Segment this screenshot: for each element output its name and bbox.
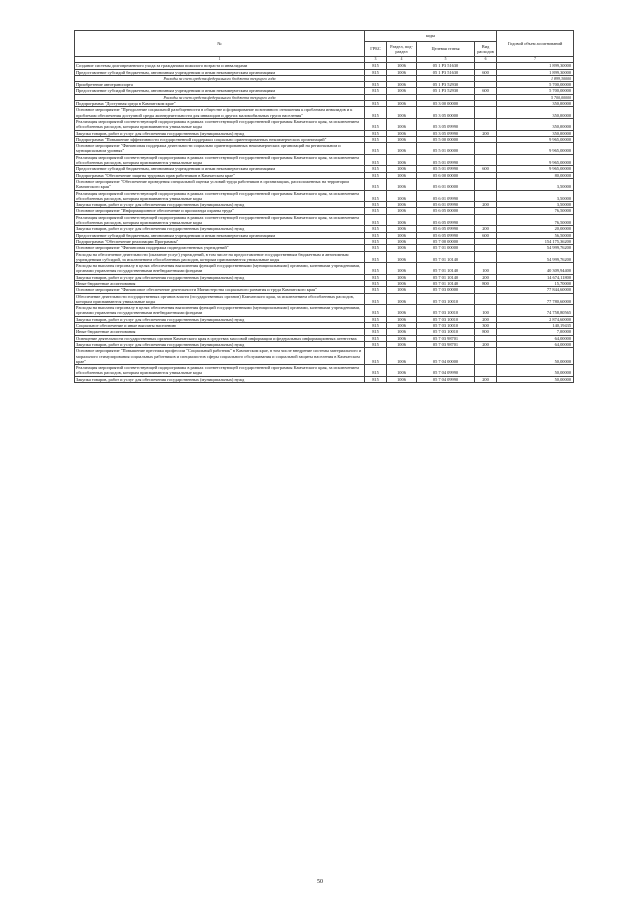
description-cell: Основное мероприятие "Информационное обеспечение и пропаганда охраны труда"	[75, 208, 365, 214]
vid-cell: 800	[475, 280, 497, 286]
table-row	[75, 214, 574, 226]
grbs-cell: 815	[365, 136, 387, 142]
vid-cell: 100	[475, 263, 497, 275]
razdel-cell: 1006	[387, 341, 417, 347]
description-cell: Предоставление субсидий бюджетным, автономным учреждениям и иным некоммерческим организациям	[75, 69, 365, 75]
grbs-cell: 815	[365, 69, 387, 75]
col-number: 3	[365, 57, 387, 63]
vid-cell	[475, 365, 497, 377]
amount-cell: 2 874,60000	[497, 316, 574, 322]
csr-cell: 05 6 05 09990	[417, 214, 475, 226]
amount-cell: 54 999,76200	[497, 245, 574, 251]
table-row	[75, 305, 574, 317]
csr-cell: 05 6 01 00000	[417, 178, 475, 190]
csr-cell: 05 7 03 00000	[417, 287, 475, 293]
description-cell: Реализация мероприятий соответствующей подпрограммы в рамках соответствующей государственной программы Камчатского края, за исключением обособленных расходов, которым присваиваются уникальные коды	[75, 154, 365, 166]
razdel-cell: 1006	[387, 280, 417, 286]
razdel-cell: 1006	[387, 238, 417, 244]
csr-cell: 05 7 03 98701	[417, 335, 475, 341]
amount-cell: 74 758,80565	[497, 305, 574, 317]
razdel-cell: 1006	[387, 190, 417, 202]
grbs-cell: 815	[365, 202, 387, 208]
csr-cell: 05 7 01 10140	[417, 280, 475, 286]
grbs-cell: 815	[365, 348, 387, 365]
amount-cell: 3,50000	[497, 178, 574, 190]
amount-cell: 5 700,00000	[497, 94, 574, 100]
amount-cell: 9 965,00000	[497, 136, 574, 142]
description-cell: Подпрограмма "Обеспечение реализации Программы"	[75, 238, 365, 244]
table-row	[75, 365, 574, 377]
description-cell: Закупка товаров, работ и услуг для обеспечения государственных (муниципальных) нужд	[75, 376, 365, 382]
amount-cell: 5 700,00000	[497, 88, 574, 94]
header-grbs: ГРБС	[365, 42, 387, 57]
grbs-cell: 815	[365, 238, 387, 244]
table-row	[75, 178, 574, 190]
amount-cell: 76,50000	[497, 214, 574, 226]
vid-cell	[475, 178, 497, 190]
budget-table-page	[74, 30, 573, 383]
csr-cell: 05 6 01 09990	[417, 202, 475, 208]
razdel-cell: 1006	[387, 232, 417, 238]
vid-cell: 600	[475, 69, 497, 75]
amount-cell: 3,50000	[497, 202, 574, 208]
vid-cell: 200	[475, 376, 497, 382]
amount-cell: 9 965,00000	[497, 166, 574, 172]
description-cell: Реализация мероприятий соответствующей подпрограммы в рамках соответствующей государственной программы Камчатского края, за исключением обособленных расходов, которым присваиваются уникальные коды	[75, 214, 365, 226]
razdel-cell: 1006	[387, 293, 417, 305]
razdel-cell: 1006	[387, 154, 417, 166]
csr-cell: 05 7 03 10010	[417, 293, 475, 305]
razdel-cell: 1006	[387, 287, 417, 293]
description-cell: Иные бюджетные ассигнования	[75, 329, 365, 335]
header-csr: Целевая статья	[417, 42, 475, 57]
description-cell: Расходы на выплаты персоналу в целях обеспечения выполнения функций государственными (муниципальными) органами, казенными учреждениями, органами управления государственными внебюджетными фондами	[75, 263, 365, 275]
description-cell: Реализация мероприятий соответствующей подпрограммы в рамках соответствующей государственной программы Камчатского края, за исключением обособленных расходов, которым присваиваются уникальные коды	[75, 118, 365, 130]
amount-cell: 350,00000	[497, 107, 574, 119]
description-cell: Иные бюджетные ассигнования	[75, 280, 365, 286]
csr-cell: 05 3 05 09990	[417, 118, 475, 130]
description-cell: Подпрограмма "Доступная среда в Камчатском крае"	[75, 101, 365, 107]
amount-cell: 80,00000	[497, 172, 574, 178]
grbs-cell: 815	[365, 274, 387, 280]
grbs-cell: 815	[365, 107, 387, 119]
csr-cell: 05 6 05 09990	[417, 226, 475, 232]
razdel-cell: 1006	[387, 69, 417, 75]
amount-cell: 140,19435	[497, 323, 574, 329]
csr-cell: 05 1 Р3 51630	[417, 69, 475, 75]
grbs-cell: 815	[365, 293, 387, 305]
grbs-cell: 815	[365, 82, 387, 88]
csr-cell: 05 7 03 10010	[417, 316, 475, 322]
table-row	[75, 190, 574, 202]
grbs-cell: 815	[365, 232, 387, 238]
csr-cell: 05 6 01 09990	[417, 190, 475, 202]
description-cell: Расходы на обеспечение деятельности (оказание услуг) учреждений, в том числе на предоставление государственным бюджетным и автономным учреждениям субсидий, за исключением обособленных расходов, которым присваиваются уникальные коды	[75, 251, 365, 263]
grbs-cell: 815	[365, 143, 387, 155]
razdel-cell: 1006	[387, 376, 417, 382]
amount-cell: 15,70000	[497, 280, 574, 286]
grbs-cell: 815	[365, 251, 387, 263]
grbs-cell: 815	[365, 166, 387, 172]
csr-cell: 05 7 03 98701	[417, 341, 475, 347]
amount-cell: 350,00000	[497, 101, 574, 107]
vid-cell	[475, 154, 497, 166]
description-cell: Основное мероприятие "Финансовая поддержка деятельности социально ориентированных некоммерческих организаций на региональном и муниципальном уровнях"	[75, 143, 365, 155]
table-header	[75, 31, 574, 63]
csr-cell: 05 5 01 09990	[417, 166, 475, 172]
csr-cell: 05 6 05 00000	[417, 208, 475, 214]
vid-cell	[475, 190, 497, 202]
description-cell: Освещение деятельности государственных органов Камчатского края в средствах массовой информации и федеральных информационных агентствах	[75, 335, 365, 341]
amount-cell: 154 175,36200	[497, 238, 574, 244]
description-cell: Закупка товаров, работ и услуг для обеспечения государственных (муниципальных) нужд	[75, 226, 365, 232]
description-cell: Закупка товаров, работ и услуг для обеспечения государственных (муниципальных) нужд	[75, 316, 365, 322]
grbs-cell: 815	[365, 118, 387, 130]
razdel-cell: 1006	[387, 251, 417, 263]
col-number: 7	[497, 57, 574, 63]
amount-cell: 50,00000	[497, 348, 574, 365]
grbs-cell: 815	[365, 208, 387, 214]
grbs-cell: 815	[365, 329, 387, 335]
vid-cell: 600	[475, 232, 497, 238]
description-cell: Подпрограмма "Обеспечение защиты трудовых прав работников в Камчатском крае"	[75, 172, 365, 178]
col-number: 1	[75, 57, 365, 63]
razdel-cell: 1006	[387, 136, 417, 142]
razdel-cell: 1006	[387, 82, 417, 88]
vid-cell: 300	[475, 323, 497, 329]
grbs-cell: 815	[365, 172, 387, 178]
header-razdel: Раздел, под-раздел	[387, 42, 417, 57]
col-number: 4	[387, 57, 417, 63]
col-number: 6	[475, 57, 497, 63]
amount-cell: 350,00000	[497, 130, 574, 136]
amount-cell: 50,00000	[497, 365, 574, 377]
grbs-cell: 815	[365, 305, 387, 317]
header-vid: Вид расходов	[475, 42, 497, 57]
description-cell: Реализация мероприятий соответствующей подпрограммы в рамках соответствующей государственной программы Камчатского края, за исключением обособленных расходов, которым присваиваются уникальные коды	[75, 190, 365, 202]
razdel-cell: 1006	[387, 263, 417, 275]
vid-cell	[475, 214, 497, 226]
description-cell: Приобретение автотранспорта	[75, 82, 365, 88]
vid-cell: 600	[475, 88, 497, 94]
table-row	[75, 293, 574, 305]
grbs-cell: 815	[365, 178, 387, 190]
table-row	[75, 143, 574, 155]
description-cell: Расходы на выплаты персоналу в целях обеспечения выполнения функций государственными (муниципальными) органами, казенными учреждениями, органами управления государственными внебюджетными фондами	[75, 305, 365, 317]
razdel-cell: 1006	[387, 166, 417, 172]
description-cell: Предоставление субсидий бюджетным, автономным учреждениям и иным некоммерческим организациям	[75, 166, 365, 172]
amount-cell: 3,50000	[497, 190, 574, 202]
razdel-cell: 1006	[387, 208, 417, 214]
description-cell: Основное мероприятие "Обеспечение проведения специальной оценки условий труда работников в организациях, расположенных на территории Камчатского края"	[75, 178, 365, 190]
razdel-cell: 1006	[387, 323, 417, 329]
razdel-cell: 1006	[387, 107, 417, 119]
description-cell: Создание системы долговременного ухода за гражданами пожилого возраста и инвалидами	[75, 63, 365, 69]
col-number: 5	[417, 57, 475, 63]
razdel-cell: 1006	[387, 305, 417, 317]
razdel-cell: 1006	[387, 63, 417, 69]
csr-cell: 05 3 00 00000	[417, 101, 475, 107]
vid-cell: 200	[475, 226, 497, 232]
razdel-cell: 1006	[387, 226, 417, 232]
amount-cell: 50,00000	[497, 376, 574, 382]
vid-cell: 200	[475, 274, 497, 280]
razdel-cell: 1006	[387, 348, 417, 365]
table-row	[75, 107, 574, 119]
amount-cell: 14 674,11800	[497, 274, 574, 280]
table-row	[75, 376, 574, 382]
description-cell: Основное мероприятие "Финансовое обеспечение деятельности Министерства социального развития и труда Камчатского края"	[75, 287, 365, 293]
grbs-cell: 815	[365, 365, 387, 377]
vid-cell: 200	[475, 316, 497, 322]
csr-cell: 05 7 04 09990	[417, 376, 475, 382]
grbs-cell: 815	[365, 130, 387, 136]
razdel-cell: 1006	[387, 130, 417, 136]
csr-cell: 05 7 03 10010	[417, 329, 475, 335]
vid-cell: 100	[475, 305, 497, 317]
amount-cell: 1 899,30000	[497, 75, 574, 81]
csr-cell: 05 1 Р3 51630	[417, 63, 475, 69]
header-codes: коды	[365, 31, 497, 42]
razdel-cell: 1006	[387, 88, 417, 94]
csr-cell: 05 7 01 10140	[417, 251, 475, 263]
vid-cell: 600	[475, 166, 497, 172]
table-row	[75, 251, 574, 263]
grbs-cell: 815	[365, 190, 387, 202]
grbs-cell: 815	[365, 287, 387, 293]
razdel-cell: 1006	[387, 245, 417, 251]
grbs-cell: 815	[365, 323, 387, 329]
razdel-cell: 1006	[387, 172, 417, 178]
vid-cell	[475, 107, 497, 119]
vid-cell	[475, 293, 497, 305]
razdel-cell: 1006	[387, 335, 417, 341]
csr-cell: 05 7 00 00000	[417, 238, 475, 244]
grbs-cell: 815	[365, 63, 387, 69]
grbs-cell: 815	[365, 376, 387, 382]
csr-cell: 05 3 05 00000	[417, 107, 475, 119]
amount-cell: 64,00000	[497, 335, 574, 341]
amount-cell: 20,00000	[497, 226, 574, 232]
table-row	[75, 348, 574, 365]
csr-cell: 05 3 05 09990	[417, 130, 475, 136]
description-cell: Предоставление субсидий бюджетным, автономным учреждениям и иным некоммерческим организациям	[75, 88, 365, 94]
description-cell: Социальное обеспечение и иные выплаты населению	[75, 323, 365, 329]
grbs-cell: 815	[365, 214, 387, 226]
amount-cell: 1 899,30000	[497, 63, 574, 69]
amount-cell: 7,00000	[497, 329, 574, 335]
table-row	[75, 263, 574, 275]
description-cell: Закупка товаров, работ и услуг для обеспечения государственных (муниципальных) нужд	[75, 274, 365, 280]
amount-cell: 77 844,60000	[497, 287, 574, 293]
description-cell: Закупка товаров, работ и услуг для обеспечения государственных (муниципальных) нужд	[75, 130, 365, 136]
vid-cell	[475, 348, 497, 365]
razdel-cell: 1006	[387, 118, 417, 130]
vid-cell: 200	[475, 130, 497, 136]
vid-cell: 200	[475, 341, 497, 347]
csr-cell: 05 7 01 00000	[417, 245, 475, 251]
csr-cell: 05 7 01 10140	[417, 263, 475, 275]
header-amount: Годовой объем ассигнований	[497, 31, 574, 57]
razdel-cell: 1006	[387, 365, 417, 377]
csr-cell: 05 7 04 00000	[417, 348, 475, 365]
amount-cell: 9 965,00000	[497, 143, 574, 155]
vid-cell: 800	[475, 329, 497, 335]
csr-cell: 05 5 01 09990	[417, 154, 475, 166]
grbs-cell: 815	[365, 280, 387, 286]
description-cell: Закупка товаров, работ и услуг для обеспечения государственных (муниципальных) нужд	[75, 202, 365, 208]
amount-cell: 77 780,60000	[497, 293, 574, 305]
razdel-cell: 1006	[387, 202, 417, 208]
razdel-cell: 1006	[387, 101, 417, 107]
description-cell: Расходы за счет средств федерального бюджета текущего года	[75, 94, 365, 100]
csr-cell: 05 1 Р3 52930	[417, 88, 475, 94]
razdel-cell: 1006	[387, 329, 417, 335]
description-cell: Основное мероприятие "Финансовая поддержка подведомственных учреждений"	[75, 245, 365, 251]
vid-cell: 200	[475, 202, 497, 208]
description-cell: Подпрограмма "Повышение эффективности государственной поддержки социально ориентированных некоммерческих организаций"	[75, 136, 365, 142]
description-cell: Расходы за счет средств федерального бюджета текущего года	[75, 75, 365, 81]
amount-cell: 56,50000	[497, 232, 574, 238]
table-row	[75, 154, 574, 166]
csr-cell: 05 5 00 00000	[417, 136, 475, 142]
csr-cell: 05 7 03 10010	[417, 323, 475, 329]
grbs-cell: 815	[365, 101, 387, 107]
grbs-cell: 815	[365, 316, 387, 322]
description-cell: Предоставление субсидий бюджетным, автономным учреждениям и иным некоммерческим организациям	[75, 232, 365, 238]
csr-cell: 05 6 05 09990	[417, 232, 475, 238]
csr-cell: 05 5 01 00000	[417, 143, 475, 155]
header-num: №	[75, 31, 365, 57]
budget-table	[74, 30, 574, 383]
amount-cell: 40 309,94400	[497, 263, 574, 275]
razdel-cell: 1006	[387, 214, 417, 226]
csr-cell: 05 7 04 09990	[417, 365, 475, 377]
csr-cell: 05 7 01 10140	[417, 274, 475, 280]
table-body	[75, 63, 574, 383]
grbs-cell: 815	[365, 88, 387, 94]
amount-cell: 9 965,00000	[497, 154, 574, 166]
csr-cell: 05 1 Р3 52930	[417, 82, 475, 88]
grbs-cell: 815	[365, 226, 387, 232]
amount-cell: 64,00000	[497, 341, 574, 347]
csr-cell: 05 6 00 00000	[417, 172, 475, 178]
razdel-cell: 1006	[387, 274, 417, 280]
vid-cell	[475, 118, 497, 130]
amount-cell: 5 700,00000	[497, 82, 574, 88]
amount-cell: 54 999,76200	[497, 251, 574, 263]
description-cell: Обеспечение деятельности государственных органов власти (государственных органов) Камчатского края, за исключением обособленных расходов, которым присваиваются уникальные коды	[75, 293, 365, 305]
amount-cell: 350,00000	[497, 118, 574, 130]
amount-cell: 1 899,30000	[497, 69, 574, 75]
vid-cell	[475, 143, 497, 155]
description-cell: Закупка товаров, работ и услуг для обеспечения государственных (муниципальных) нужд	[75, 341, 365, 347]
razdel-cell: 1006	[387, 178, 417, 190]
table-row	[75, 118, 574, 130]
csr-cell: 05 7 03 10010	[417, 305, 475, 317]
description-cell: Реализация мероприятий соответствующей подпрограммы в рамках соответствующей государственной программы Камчатского края, за исключением обособленных расходов, которым присваиваются уникальные коды	[75, 365, 365, 377]
grbs-cell: 815	[365, 335, 387, 341]
grbs-cell: 815	[365, 263, 387, 275]
vid-cell	[475, 251, 497, 263]
razdel-cell: 1006	[387, 143, 417, 155]
description-cell: Основное мероприятие "Повышение престижа профессии "Социальный работник" в Камчатском крае, в том числе внедрение системы материального и морального стимулирования социальных работников и специалистов сферы социального обслуживания и социальной защиты населения в Камчатском крае"	[75, 348, 365, 365]
grbs-cell: 815	[365, 245, 387, 251]
grbs-cell: 815	[365, 154, 387, 166]
razdel-cell: 1006	[387, 316, 417, 322]
page-number: 50	[317, 879, 323, 885]
amount-cell: 76,50000	[497, 208, 574, 214]
grbs-cell: 815	[365, 341, 387, 347]
description-cell: Основное мероприятие "Преодоление социальной разобщенности в обществе и формирование позитивного отношения к проблемам инвалидов и к проблемам обеспечения доступной среды жизнедеятельности для инвалидов и других маломобильных групп населения"	[75, 107, 365, 119]
